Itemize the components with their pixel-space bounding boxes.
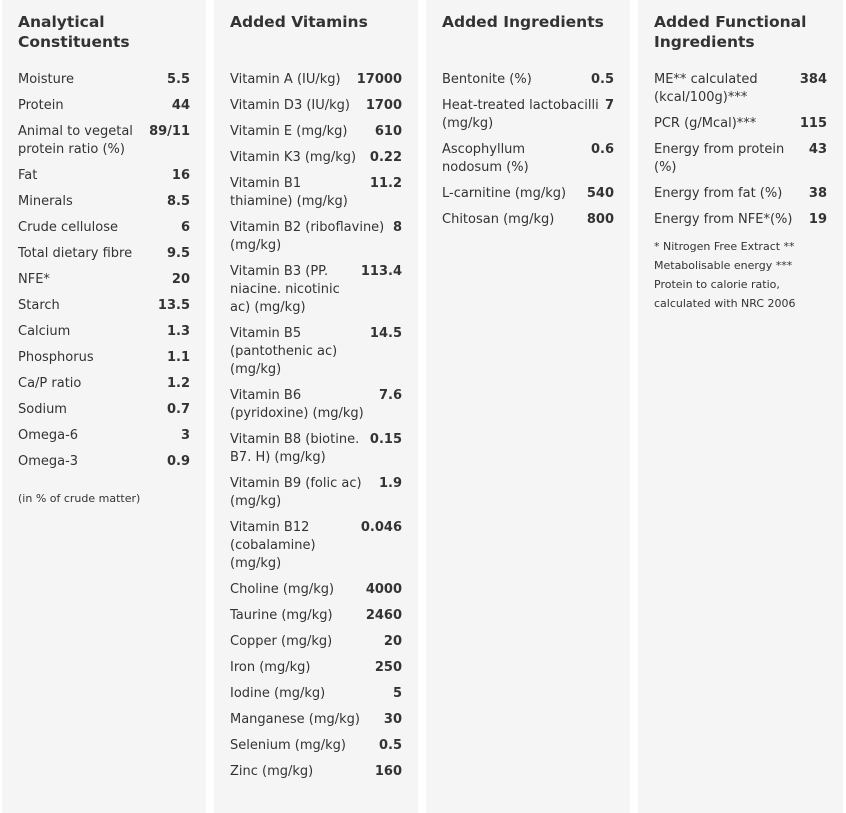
unit-note: (in % of crude matter) <box>18 492 141 505</box>
row-label: Energy from fat (%) <box>654 186 783 201</box>
row-value: 1.3 <box>166 324 190 339</box>
row-label: PCR (g/Mcal)*** <box>654 116 757 131</box>
panel-analytical-constituents <box>2 0 206 813</box>
row-value: 0.6 <box>590 142 614 157</box>
row-value: 1.1 <box>166 350 190 365</box>
list-item <box>18 123 190 159</box>
list-item <box>654 185 827 203</box>
row-value: 115 <box>799 116 827 131</box>
row-value: 1.2 <box>166 376 190 391</box>
row-label: Iron (mg/kg) <box>230 660 311 675</box>
row-value: 11.2 <box>369 176 402 191</box>
row-label: Energy from NFE*(%) <box>654 212 793 227</box>
row-label: Starch <box>18 298 60 313</box>
row-value: 0.9 <box>166 454 190 469</box>
row-value: 43 <box>808 142 827 157</box>
list-item <box>18 97 190 115</box>
list-item <box>18 71 190 89</box>
list-item <box>230 175 402 211</box>
row-value: 800 <box>586 212 614 227</box>
row-label: Choline (mg/kg) <box>230 582 335 597</box>
list-item <box>18 427 190 445</box>
row-label: Vitamin A (IU/kg) <box>230 72 341 87</box>
row-label: Vitamin B9 (folic ac) (mg/kg) <box>230 476 362 509</box>
list-item <box>230 219 402 255</box>
list-item <box>18 453 190 471</box>
row-label: Vitamin B1 thiamine) (mg/kg) <box>230 176 348 209</box>
row-label: Manganese (mg/kg) <box>230 712 360 727</box>
row-value: 8 <box>392 220 402 235</box>
row-value: 0.7 <box>166 402 190 417</box>
list-item <box>230 263 402 317</box>
row-label: Iodine (mg/kg) <box>230 686 326 701</box>
row-label: ME** calculated (kcal/100g)*** <box>654 72 758 105</box>
row-label: Phosphorus <box>18 350 94 365</box>
row-value: 610 <box>374 124 402 139</box>
row-label: Zinc (mg/kg) <box>230 764 314 779</box>
list-item <box>18 271 190 289</box>
constituents-list <box>18 71 190 479</box>
row-label: Vitamin K3 (mg/kg) <box>230 150 357 165</box>
row-value: 1.9 <box>378 476 402 491</box>
row-label: Sodium <box>18 402 67 417</box>
row-value: 0.5 <box>590 72 614 87</box>
row-label: Omega-3 <box>18 454 79 469</box>
list-item <box>230 659 402 677</box>
row-value: 30 <box>383 712 402 727</box>
row-value: 6 <box>180 220 190 235</box>
row-value: 16 <box>171 168 190 183</box>
list-item <box>654 211 827 229</box>
row-label: Moisture <box>18 72 74 87</box>
list-item <box>230 737 402 755</box>
row-label: NFE* <box>18 272 50 287</box>
footnote: * Nitrogen Free Extract ** Metabolisable energy *** Protein to calorie ratio, calculated with NRC 2006 <box>654 240 796 310</box>
row-value: 20 <box>171 272 190 287</box>
list-item <box>18 323 190 341</box>
vitamins-list <box>230 71 402 789</box>
list-item <box>18 245 190 263</box>
row-value: 20 <box>383 634 402 649</box>
list-item <box>230 711 402 729</box>
row-value: 89/11 <box>149 124 190 139</box>
list-item <box>230 123 402 141</box>
row-value: 250 <box>374 660 402 675</box>
row-label: Vitamin B3 (PP. niacine. nicotinic ac) (mg/kg) <box>230 264 340 315</box>
row-label: Vitamin B12 (cobalamine) (mg/kg) <box>230 520 316 571</box>
row-value: 5 <box>392 686 402 701</box>
row-label: Ca/P ratio <box>18 376 82 391</box>
list-item <box>230 71 402 89</box>
row-value: 4000 <box>365 582 402 597</box>
row-label: Calcium <box>18 324 71 339</box>
list-item <box>230 685 402 703</box>
list-item <box>18 401 190 419</box>
row-value: 7 <box>604 98 614 113</box>
list-item <box>230 431 402 467</box>
row-label: Omega-6 <box>18 428 79 443</box>
list-item <box>654 71 827 107</box>
row-label: Taurine (mg/kg) <box>230 608 333 623</box>
row-value: 1700 <box>365 98 402 113</box>
list-item <box>442 185 614 203</box>
list-item <box>442 71 614 89</box>
list-item <box>654 141 827 177</box>
list-item <box>18 219 190 237</box>
row-value: 384 <box>799 72 827 87</box>
row-value: 9.5 <box>166 246 190 261</box>
row-label: Vitamin B8 (biotine. B7. H) (mg/kg) <box>230 432 360 465</box>
row-label: Crude cellulose <box>18 220 118 235</box>
row-label: Minerals <box>18 194 73 209</box>
list-item <box>654 115 827 133</box>
row-label: Chitosan (mg/kg) <box>442 212 555 227</box>
list-item <box>442 211 614 229</box>
row-value: 113.4 <box>360 264 402 279</box>
row-label: Vitamin B5 (pantothenic ac) (mg/kg) <box>230 326 338 377</box>
list-item <box>18 297 190 315</box>
row-label: Protein <box>18 98 64 113</box>
row-value: 19 <box>808 212 827 227</box>
panel-added-ingredients <box>426 0 630 813</box>
list-item <box>230 387 402 423</box>
row-value: 13.5 <box>157 298 190 313</box>
list-item <box>230 97 402 115</box>
row-label: Heat-treated lactobacilli (mg/kg) <box>442 98 599 131</box>
row-value: 44 <box>171 98 190 113</box>
row-value: 14.5 <box>369 326 402 341</box>
list-item <box>230 475 402 511</box>
ingredients-list <box>442 71 614 237</box>
row-label: Animal to vegetal protein ratio (%) <box>18 124 133 157</box>
row-value: 8.5 <box>166 194 190 209</box>
row-value: 2460 <box>365 608 402 623</box>
panel-title: Added Functional Ingredients <box>654 13 807 51</box>
list-item <box>18 193 190 211</box>
row-label: Ascophyllum nodosum (%) <box>442 142 529 175</box>
list-item <box>230 763 402 781</box>
row-value: 0.046 <box>360 520 402 535</box>
row-value: 0.5 <box>378 738 402 753</box>
list-item <box>230 519 402 573</box>
row-label: Vitamin D3 (IU/kg) <box>230 98 350 113</box>
panel-added-vitamins <box>214 0 418 813</box>
row-value: 38 <box>808 186 827 201</box>
row-value: 0.15 <box>369 432 402 447</box>
list-item <box>18 167 190 185</box>
list-item <box>230 325 402 379</box>
list-item <box>18 375 190 393</box>
row-label: Vitamin E (mg/kg) <box>230 124 348 139</box>
row-label: Bentonite (%) <box>442 72 532 87</box>
row-value: 5.5 <box>166 72 190 87</box>
row-value: 17000 <box>356 72 402 87</box>
list-item <box>442 141 614 177</box>
row-value: 7.6 <box>378 388 402 403</box>
list-item <box>230 633 402 651</box>
list-item <box>230 149 402 167</box>
row-label: Energy from protein (%) <box>654 142 785 175</box>
list-item <box>230 607 402 625</box>
row-label: Vitamin B6 (pyridoxine) (mg/kg) <box>230 388 364 421</box>
row-value: 3 <box>180 428 190 443</box>
row-label: Total dietary fibre <box>18 246 133 261</box>
functional-ingredients-list <box>654 71 827 237</box>
row-value: 540 <box>586 186 614 201</box>
panel-title: Added Vitamins <box>230 13 368 31</box>
panel-title: Added Ingredients <box>442 13 604 31</box>
panel-title: Analytical Constituents <box>18 13 130 51</box>
row-label: Copper (mg/kg) <box>230 634 333 649</box>
row-value: 0.22 <box>369 150 402 165</box>
row-label: Fat <box>18 168 38 183</box>
row-value: 160 <box>374 764 402 779</box>
row-label: Selenium (mg/kg) <box>230 738 346 753</box>
panel-added-functional-ingredients <box>638 0 843 813</box>
row-label: L-carnitine (mg/kg) <box>442 186 567 201</box>
list-item <box>442 97 614 133</box>
row-label: Vitamin B2 (riboflavine) (mg/kg) <box>230 220 385 253</box>
list-item <box>18 349 190 367</box>
list-item <box>230 581 402 599</box>
